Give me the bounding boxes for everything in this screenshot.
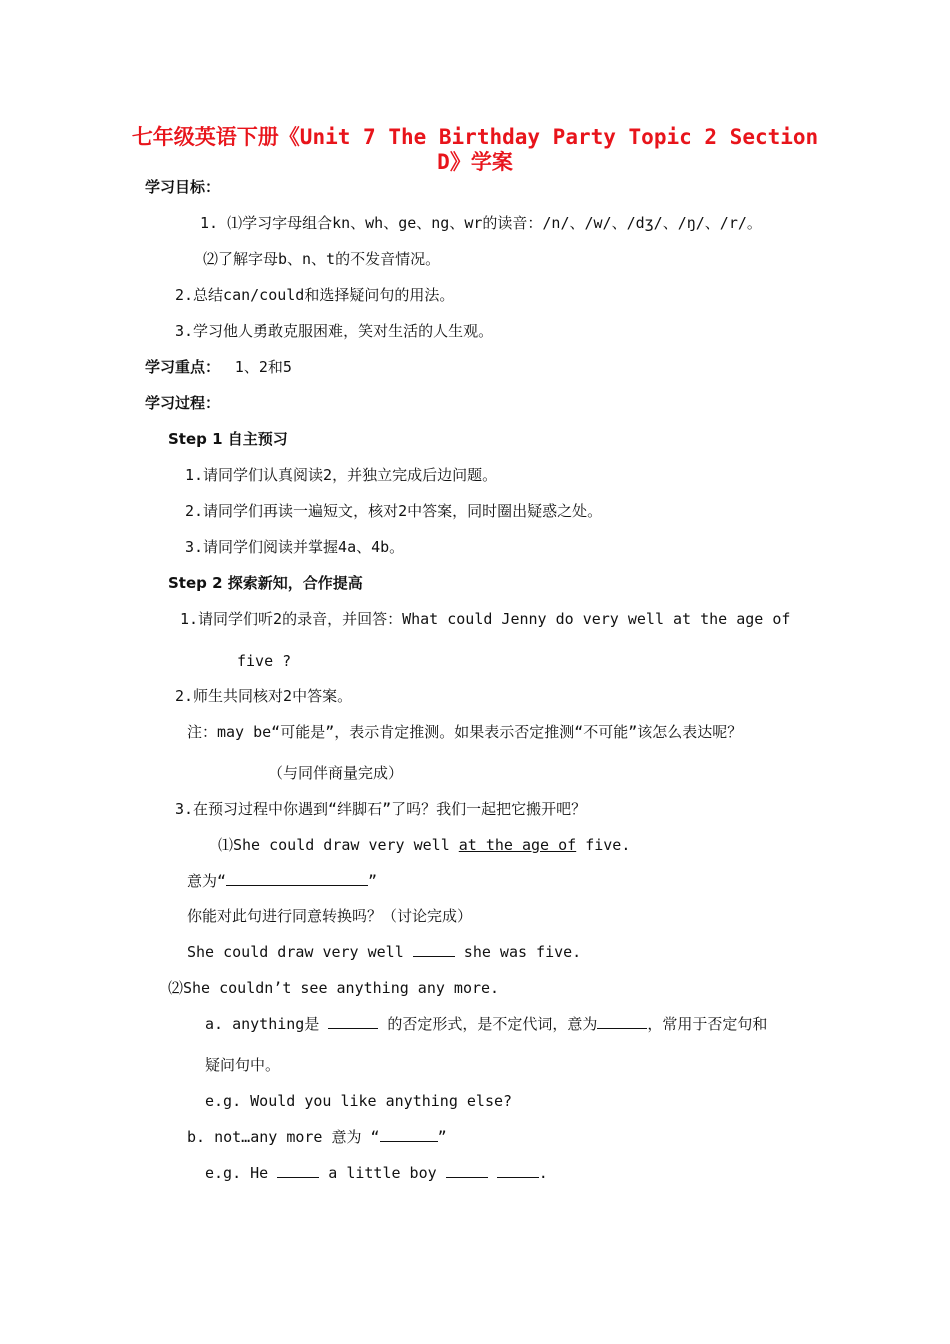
process-heading: 学习过程： <box>145 394 221 412</box>
example-2-blank-1[interactable] <box>277 1163 319 1178</box>
meaning-line <box>187 870 377 892</box>
meaning-post: ” <box>368 872 378 890</box>
meaning-blank[interactable] <box>226 871 368 886</box>
step2-item-1a: 1.请同学们听2的录音，并回答：What could Jenny do very well at the age of <box>180 610 791 628</box>
sentence-2: ⑵She couldn’t see anything any more. <box>168 979 500 997</box>
rewrite-post: she was five. <box>454 943 582 961</box>
point-a-blank-1[interactable] <box>328 1014 378 1029</box>
step2-note-2: （与同伴商量完成） <box>268 764 404 782</box>
sentence-1-pre: ⑴She could draw very well <box>218 836 459 854</box>
example-2 <box>205 1162 548 1184</box>
point-a-line <box>205 1013 767 1035</box>
point-a-text-3: ，常用于否定句和 <box>647 1015 768 1033</box>
key-points-label: 学习重点： <box>145 358 221 376</box>
step1-item-1: 1.请同学们认真阅读2，并独立完成后边问题。 <box>185 466 498 484</box>
example-2-text-4: . <box>538 1164 548 1182</box>
key-points <box>145 356 292 378</box>
step2-item-2: 2.师生共同核对2中答案。 <box>175 687 353 705</box>
example-2-blank-3[interactable] <box>497 1163 539 1178</box>
document-title-line-2: D》学案 <box>437 150 513 174</box>
step1-heading: Step 1 自主预习 <box>168 430 288 448</box>
sentence-1 <box>218 834 630 856</box>
example-2-text-1: e.g. He <box>205 1164 278 1182</box>
point-a-text-4: 疑问句中。 <box>205 1056 281 1074</box>
sentence-1-post: five. <box>576 836 631 854</box>
example-2-text-2: a little boy <box>319 1164 446 1182</box>
point-b-line <box>187 1126 447 1148</box>
rewrite-question: 你能对此句进行同意转换吗？（讨论完成） <box>187 907 473 925</box>
step1-item-3: 3.请同学们阅读并掌握4a、4b。 <box>185 538 405 556</box>
step1-item-2: 2.请同学们再读一遍短文，核对2中答案，同时圈出疑惑之处。 <box>185 502 603 520</box>
rewrite-blank[interactable] <box>413 942 455 957</box>
objective-1a: 1. ⑴学习字母组合kn、wh、ge、ng、wr的读音：/n/、/w/、/dʒ/、/ŋ/、/r/。 <box>200 214 762 232</box>
document-title-line-1: 七年级英语下册《Unit 7 The Birthday Party Topic 2 Section <box>131 125 819 149</box>
sentence-1-underlined: at the age of <box>458 836 577 854</box>
point-a-blank-2[interactable] <box>597 1014 647 1029</box>
example-2-text-3 <box>488 1164 497 1182</box>
step2-heading: Step 2 探索新知，合作提高 <box>168 574 363 592</box>
point-b-post: ” <box>437 1128 447 1146</box>
objective-2: 2.总结can/could和选择疑问句的用法。 <box>175 286 455 304</box>
rewrite-line <box>187 941 581 963</box>
objectives-heading: 学习目标： <box>145 178 221 196</box>
objective-1b: ⑵了解字母b、n、t的不发音情况。 <box>203 250 441 268</box>
point-a-text-2: 的否定形式，是不定代词，意为 <box>378 1015 598 1033</box>
objective-3: 3.学习他人勇敢克服困难，笑对生活的人生观。 <box>175 322 494 340</box>
rewrite-pre: She could draw very well <box>187 943 413 961</box>
example-1: e.g. Would you like anything else? <box>205 1092 513 1110</box>
meaning-pre: 意为“ <box>187 872 227 890</box>
point-b-pre: b. not…any more 意为 “ <box>187 1128 380 1146</box>
point-b-blank[interactable] <box>380 1127 438 1142</box>
step2-item-3: 3.在预习过程中你遇到“绊脚石”了吗？我们一起把它搬开吧？ <box>175 800 587 818</box>
step2-note-1: 注：may be“可能是”，表示肯定推测。如果表示否定推测“不可能”该怎么表达呢？ <box>187 723 743 741</box>
key-points-value: 1、2和5 <box>234 358 292 376</box>
step2-item-1b: five ? <box>237 652 292 670</box>
point-a-text-1: a. anything是 <box>205 1015 329 1033</box>
example-2-blank-2[interactable] <box>446 1163 488 1178</box>
